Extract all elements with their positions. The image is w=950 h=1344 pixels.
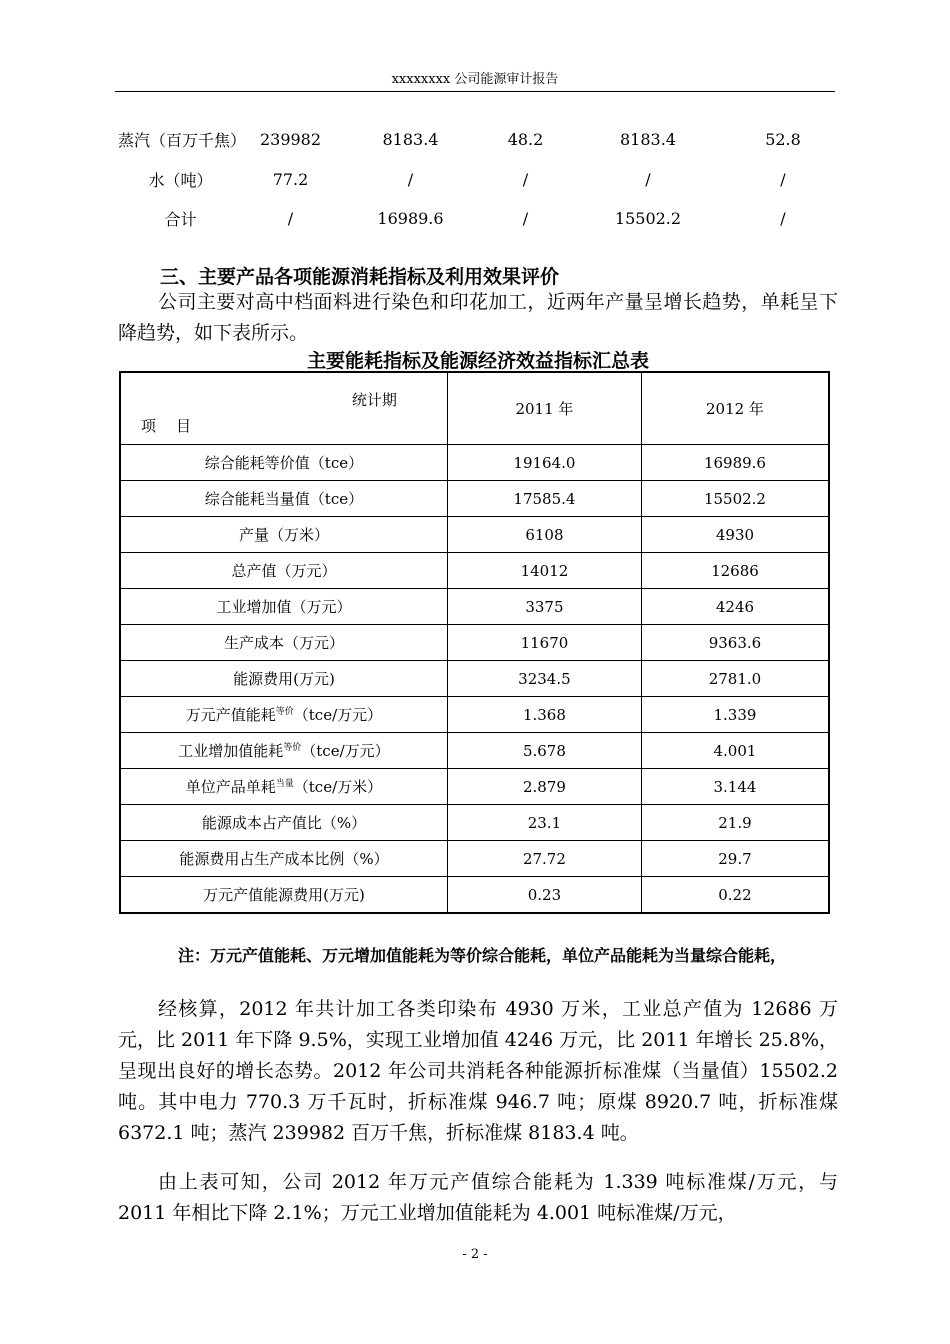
row-label-text: 工业增加值能耗 [178,742,284,760]
row-label-unit: （tce/万元） [293,706,383,724]
value-2012: 12686 [641,553,829,589]
row-label-text: 能源费用(万元) [233,670,335,688]
value-2011: 0.23 [447,877,641,914]
table-note: 注：万元产值能耗、万元增加值能耗为等价综合能耗，单位产品能耗为当量综合能耗， [178,946,787,965]
value-2012: 9363.6 [641,625,829,661]
row-name: 水（吨） [148,170,213,190]
row-label [120,697,447,733]
value-2012: 29.7 [641,841,829,877]
value-2011: 6108 [447,517,641,553]
row-label-superscript: 等价 [275,707,294,717]
page-number: - 2 - [462,1247,488,1262]
row-label-text: 单位产品单耗 [185,778,276,796]
row-label-text: 能源成本占产值比（%） [201,814,367,832]
energy-summary-table-continued [118,118,838,238]
table-row [118,160,838,198]
row-label-superscript: 等价 [283,743,302,753]
table-row [120,697,829,733]
value-2011: 23.1 [447,805,641,841]
table-row [120,625,829,661]
table-row [120,445,829,481]
table-row [120,769,829,805]
row-label [120,553,447,589]
header-corner-cell [120,372,447,445]
row-label-text: 能源费用占生产成本比例（%） [179,850,389,868]
row-label [120,733,447,769]
value-2011: 5.678 [447,733,641,769]
value-2012: 1.339 [641,697,829,733]
table-title: 主要能耗指标及能源经济效益指标汇总表 [306,350,649,372]
row-name: 合计 [164,209,197,229]
cell: / [780,169,786,189]
row-label-superscript: 当量 [275,779,294,789]
row-label [120,517,447,553]
paragraph-intro: 公司主要对高中档面料进行染色和印花加工，近两年产量呈增长趋势，单耗呈下降趋势，如下表所示。 [118,291,838,344]
row-label-text: 综合能耗等价值（tce） [204,454,364,472]
cell: 16989.6 [377,208,444,228]
row-label [120,661,447,697]
value-2012: 21.9 [641,805,829,841]
cell: / [407,169,414,189]
value-2012: 15502.2 [641,481,829,517]
header-period-label: 统计期 [351,391,397,409]
row-label [120,769,447,805]
value-2011: 14012 [447,553,641,589]
value-2012: 3.144 [641,769,829,805]
row-label [120,625,447,661]
cell: 239982 [259,129,322,149]
paragraph-conclusion: 由上表可知，公司 2012 年万元产值综合能耗为 1.339 吨标准煤/万元，与 2011 年相比下降 2.1%；万元工业增加值能耗为 4.001 吨标准煤/万元， [118,1171,838,1224]
table-body [120,445,829,914]
table-row [120,517,829,553]
row-label-text: 总产值（万元） [231,562,337,580]
table-row [120,661,829,697]
cell: / [522,169,529,189]
row-label [120,877,447,914]
cell: 77.2 [272,169,309,189]
value-2011: 3234.5 [447,661,641,697]
row-label-unit: （tce/万元） [301,742,390,760]
header-year-2012: 2012 年 [641,372,829,445]
value-2011: 17585.4 [447,481,641,517]
paragraph-analysis: 经核算，2012 年共计加工各类印染布 4930 万米，工业总产值为 12686 万元，比 2011 年下降 9.5%，实现工业增加值 4246 万元，比 2011 年增长 25.8%，呈现出良好的增长态势。2012 年公司共消耗各种能源折标准煤（当量值）15502.2 吨。其中电力 770.3 万千瓦时，折标准煤 946.7 吨；原煤 8920.7 吨，折标准煤 6372.1 吨；蒸汽 239982 百万千焦，折标准煤 8183.4 吨。 [118,998,839,1144]
table-row [120,553,829,589]
cell: / [645,169,651,189]
row-label-text: 综合能耗当量值（tce） [204,490,364,508]
row-label-text: 万元产值能耗 [185,706,276,724]
value-2012: 0.22 [641,877,829,914]
cell: / [780,208,786,228]
table-row [120,589,829,625]
cell: 8183.4 [382,129,439,149]
table-header-row [120,372,829,445]
header-year-2011: 2011 年 [447,372,641,445]
value-2011: 11670 [447,625,641,661]
section-heading: 三、主要产品各项能源消耗指标及利用效果评价 [160,266,560,288]
cell: 52.8 [765,129,801,149]
cell: / [287,208,294,228]
table-row [118,198,838,238]
table-row [120,481,829,517]
cell: 15502.2 [614,208,682,228]
value-2012: 4930 [641,517,829,553]
cell: / [522,208,529,228]
value-2012: 16989.6 [641,445,829,481]
value-2011: 27.72 [447,841,641,877]
page-header: xxxxxxxx 公司能源审计报告 [115,68,835,92]
value-2012: 2781.0 [641,661,829,697]
value-2011: 1.368 [447,697,641,733]
row-label-unit: （tce/万米） [293,778,383,796]
table-row [120,877,829,914]
cell: 8183.4 [620,129,676,149]
row-label [120,841,447,877]
row-label [120,805,447,841]
value-2012: 4246 [641,589,829,625]
value-2012: 4.001 [641,733,829,769]
row-label [120,481,447,517]
row-label-text: 产量（万米） [238,526,329,544]
energy-indicators-table [119,371,830,914]
table-row [118,118,838,160]
table-row [120,805,829,841]
row-label-text: 生产成本（万元） [223,634,344,652]
cell: 48.2 [507,129,544,149]
row-label-text: 万元产值能源费用(万元) [203,886,365,904]
row-label [120,445,447,481]
table-row [120,733,829,769]
value-2011: 19164.0 [447,445,641,481]
header-item-label: 项目 [141,417,212,435]
value-2011: 3375 [447,589,641,625]
row-label [120,589,447,625]
row-label-text: 工业增加值（万元） [216,598,352,616]
table-row [120,841,829,877]
value-2011: 2.879 [447,769,641,805]
row-name: 蒸汽（百万千焦） [118,130,247,150]
